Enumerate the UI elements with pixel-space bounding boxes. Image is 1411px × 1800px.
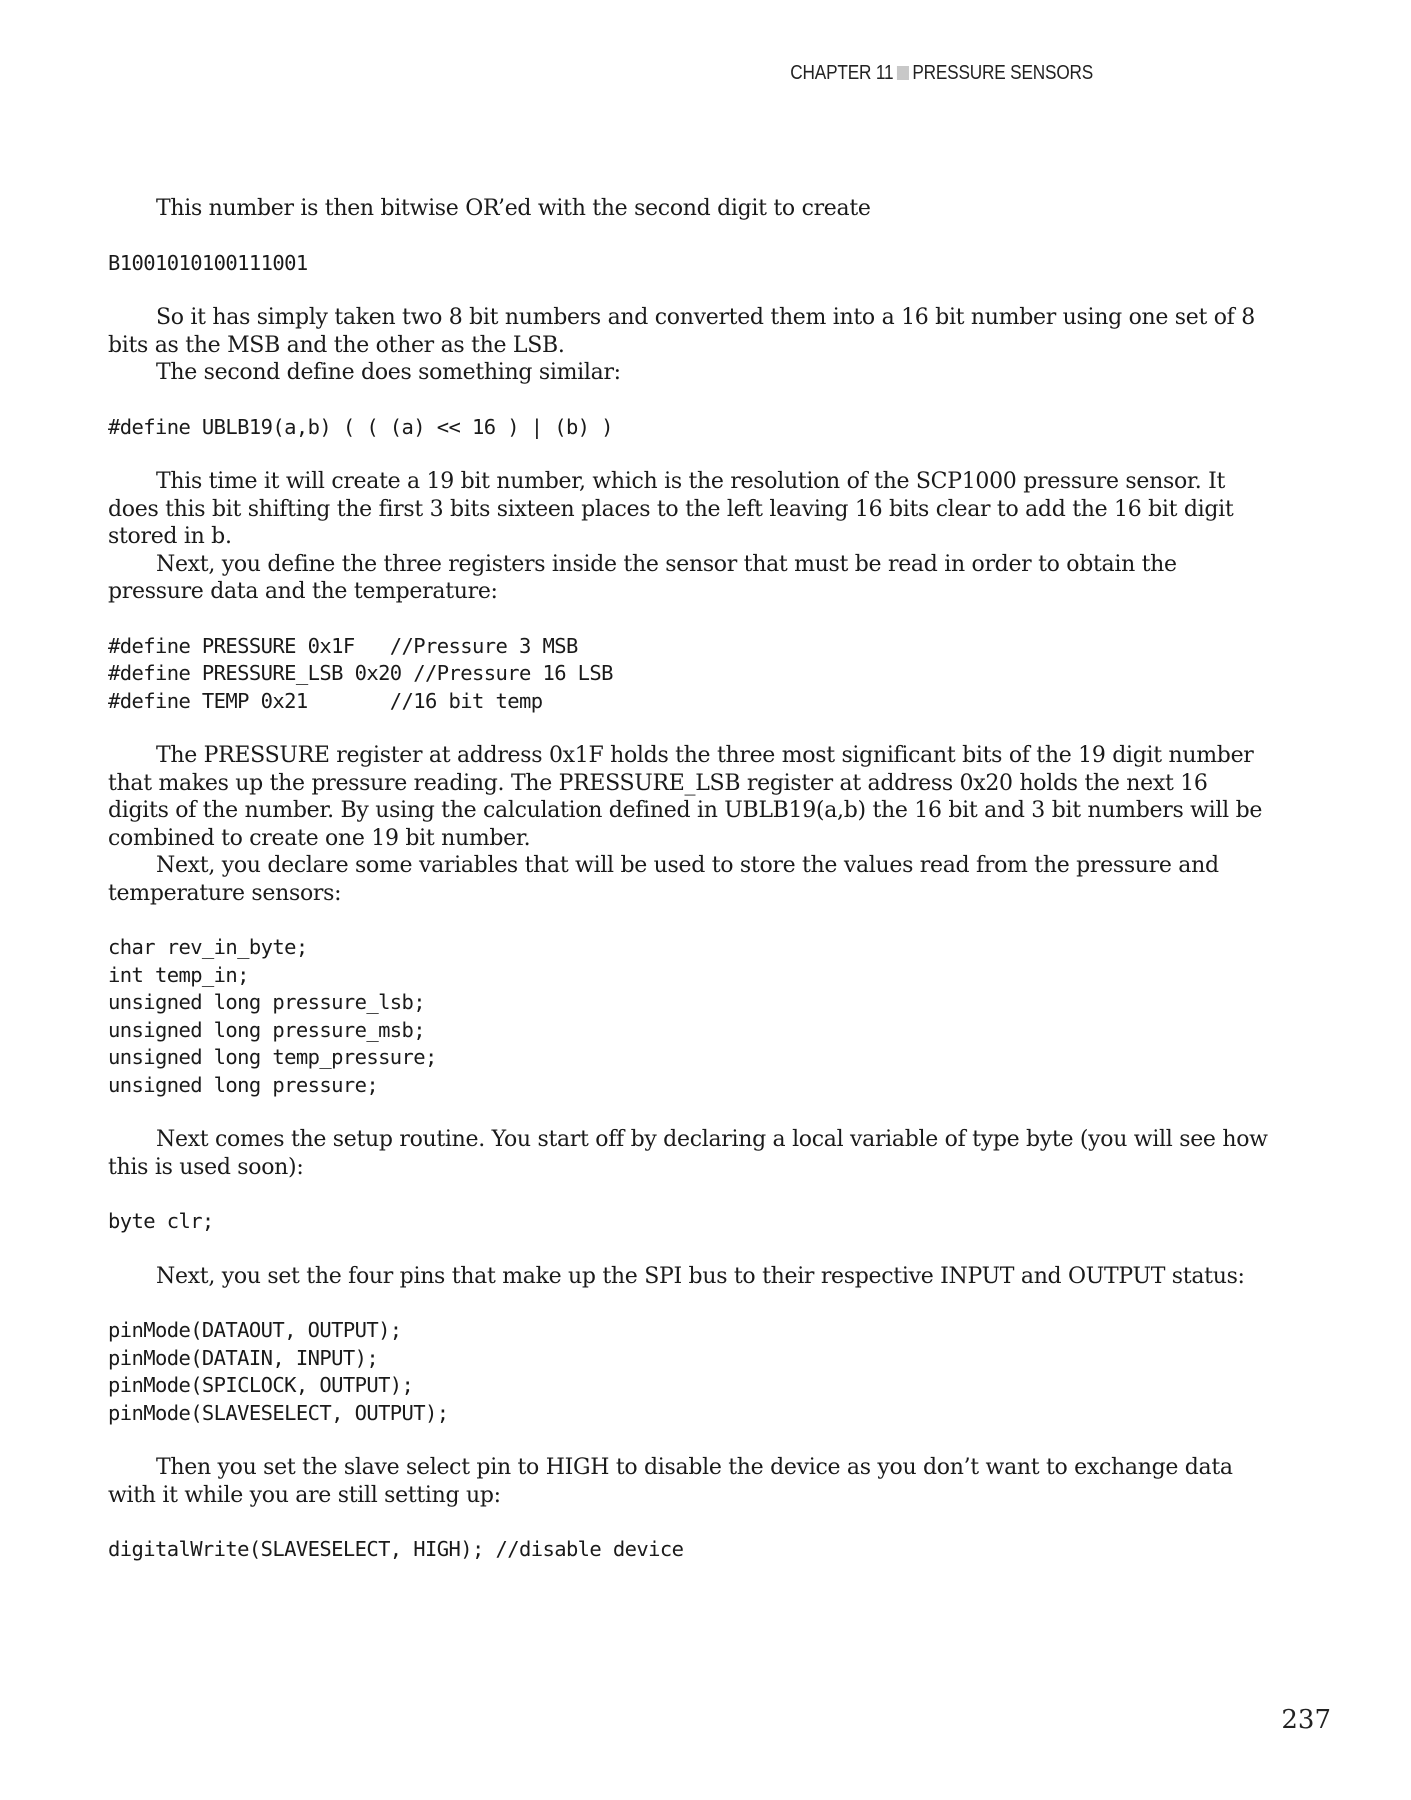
code-block: pinMode(DATAOUT, OUTPUT); pinMode(DATAIN, INPUT); pinMode(SPICLOCK, OUTPUT); pinMode(SLAVESELECT, OUTPUT); [108,1318,449,1425]
paragraph: The PRESSURE register at address 0x1F holds the three most significant bits of the 19 digit number that makes up the pressure reading. The PRESSURE_LSB register at address 0x20 holds the next 16 digits of the number. By using the calculation defined in UBLB19(a,b) the 16 bit and 3 bit numbers will be combined to create one 19 bit number. [108,743,1263,851]
running-header [790,62,1093,85]
paragraph: Next comes the setup routine. You start off by declaring a local variable of type byte (you will see how this is used soon): [108,1127,1268,1180]
code-block: #define UBLB19(a,b) ( ( (a) << 16 ) | (b) ) [108,414,613,439]
chapter-label: CHAPTER 11 [790,62,894,84]
page-number: 237 [1281,1705,1331,1735]
page-body [108,195,1273,1564]
code-block: byte clr; [108,1209,214,1233]
chapter-title: PRESSURE SENSORS [912,62,1093,84]
paragraph: Next, you set the four pins that make up the SPI bus to their respective INPUT and OUTPUT status: [156,1263,1245,1289]
paragraph: This number is then bitwise OR’ed with the second digit to create [156,196,871,221]
paragraph: Next, you define the three registers inside the sensor that must be read in order to obtain the pressure data and the temperature: [108,551,1177,604]
code-block: B1001010100111001 [108,250,308,275]
code-block: #define PRESSURE 0x1F //Pressure 3 MSB #define PRESSURE_LSB 0x20 //Pressure 16 LSB #define TEMP 0x21 //16 bit temp [108,633,613,713]
separator-square-icon [897,66,909,80]
paragraph: Next, you declare some variables that will be used to store the values read from the pressure and temperature sensors: [108,853,1219,906]
code-block: digitalWrite(SLAVESELECT, HIGH); //disable device [108,1537,684,1561]
paragraph: The second define does something similar: [156,360,621,385]
paragraph: So it has simply taken two 8 bit numbers and converted them into a 16 bit number using one set of 8 bits as the MSB and the other as the LSB. [108,305,1255,358]
paragraph: Then you set the slave select pin to HIGH to disable the device as you don’t want to exchange data with it while you are still setting up: [108,1455,1233,1508]
code-block: char rev_in_byte; int temp_in; unsigned long pressure_lsb; unsigned long pressure_msb; unsigned long temp_pressure; unsigned long pressure; [108,935,437,1097]
paragraph: This time it will create a 19 bit number, which is the resolution of the SCP1000 pressure sensor. It does this bit shifting the first 3 bits sixteen places to the left leaving 16 bits clear to add the 16 bit digit stored in b. [108,469,1234,549]
